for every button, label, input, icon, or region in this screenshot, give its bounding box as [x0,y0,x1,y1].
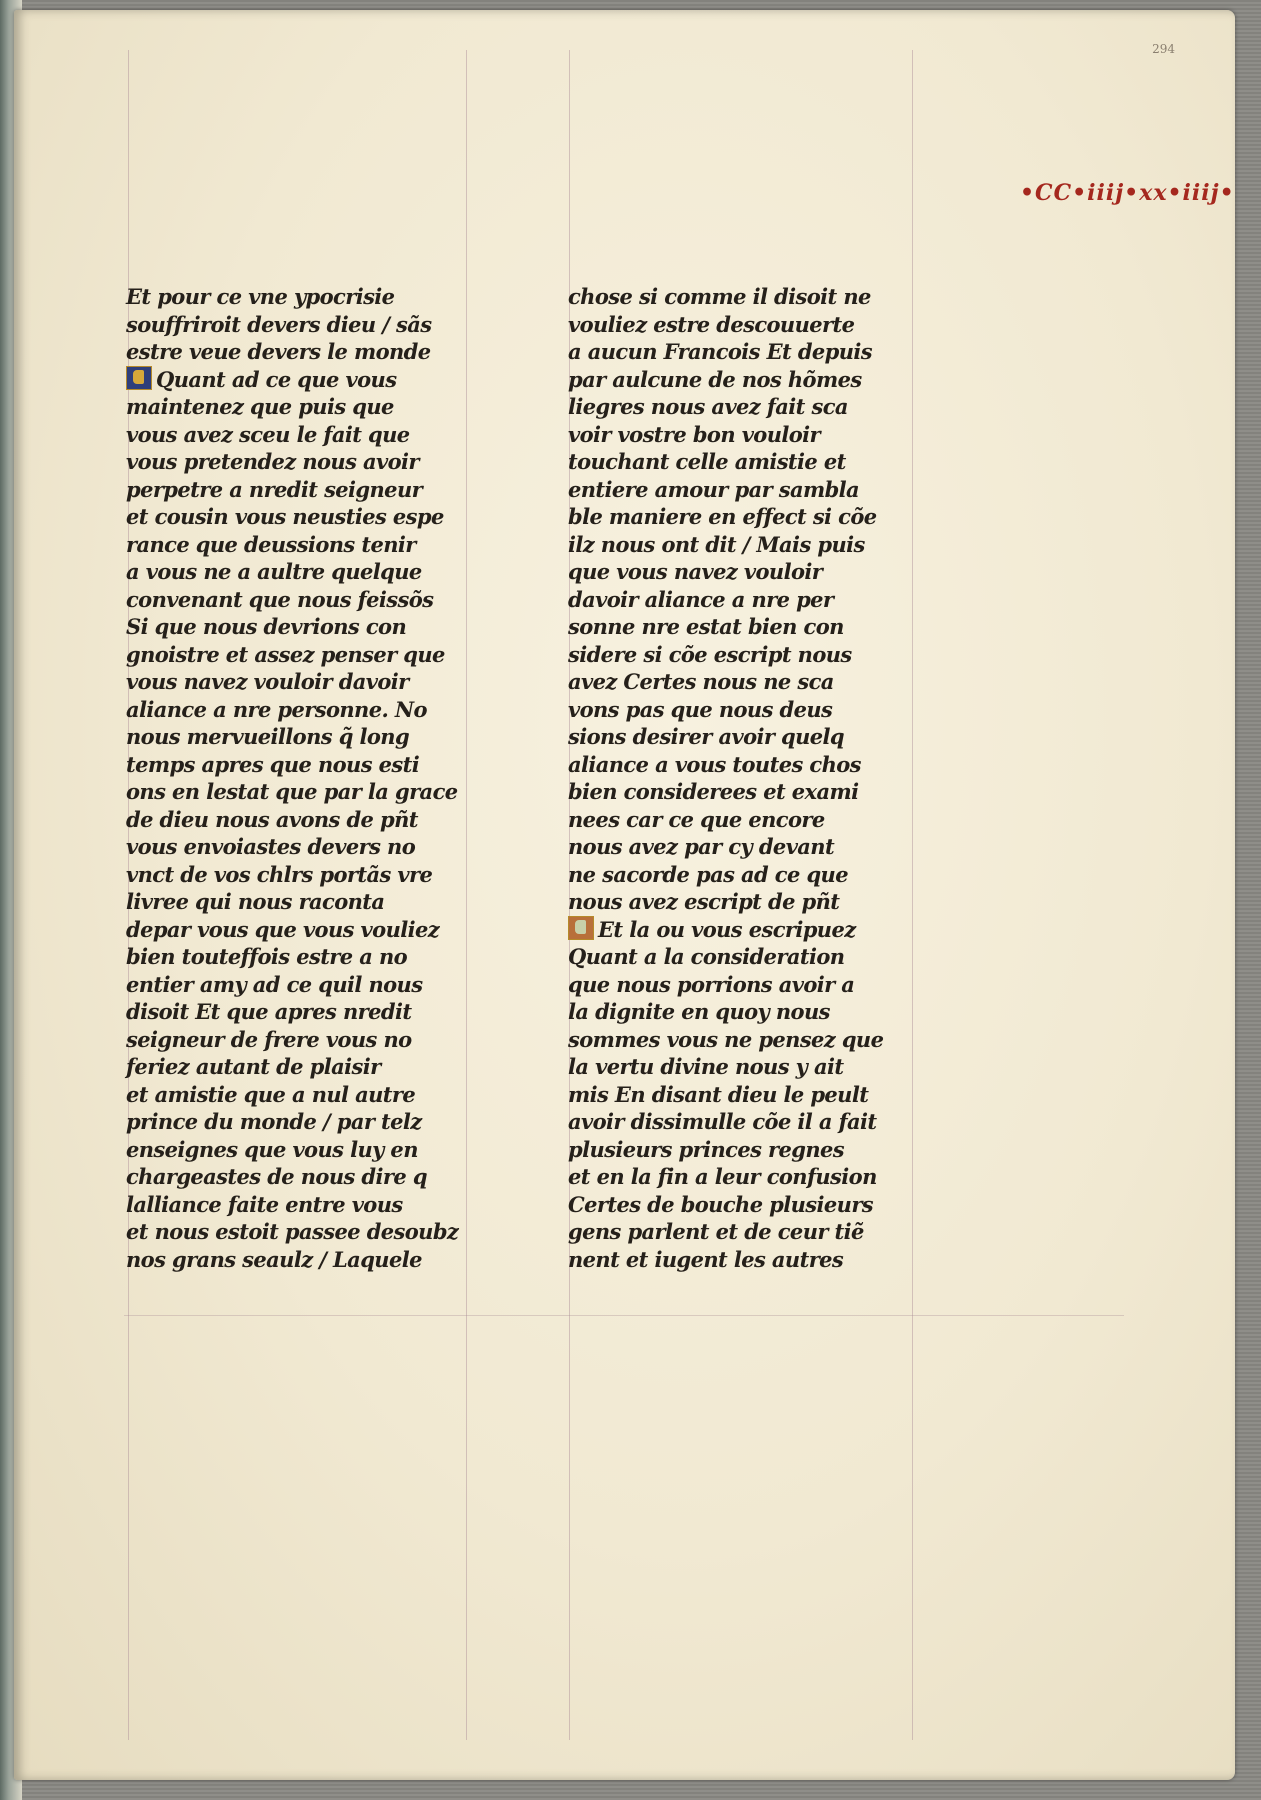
text-line: chose si comme il disoit ne [568,284,871,309]
illuminated-initial-icon [568,916,594,940]
text-line: de dieu nous avons de pñt [126,806,418,832]
text-line: Quant a la consideration [568,944,845,969]
text-line: nos grans seaulz / Laquele [126,1246,422,1272]
text-line: voir vostre bon vouloir [568,421,821,447]
text-line: disoit Et que apres nredit [126,999,412,1024]
text-line: plusieurs princes regnes [568,1136,844,1162]
text-line: ble maniere en effect si cõe [568,504,877,529]
text-line: chargeastes de nous dire q [126,1164,427,1189]
text-line: convenant que nous feissõs [126,586,434,612]
text-line: livree qui nous raconta [126,889,385,914]
text-line: et amistie que a nul autre [126,1081,416,1107]
text-line: Certes de bouche plusieurs [568,1191,874,1217]
text-line: entier amy ad ce quil nous [126,971,423,997]
ruling-line [124,1315,1124,1316]
text-line: entiere amour par sambla [568,476,860,502]
illuminated-initial-icon [126,366,152,390]
text-line: ons en lestat que par la grace [126,779,458,804]
text-line: feriez autant de plaisir [126,1054,381,1079]
text-line: nent et iugent les autres [568,1246,844,1272]
text-line: sions desirer avoir quelq [568,724,844,749]
text-line: Et la ou vous escripuez [598,916,856,942]
text-column-right [568,283,968,1273]
text-line: lalliance faite entre vous [126,1191,403,1217]
text-line: et nous estoit passee desoubz [126,1219,459,1244]
text-line: a aucun Francois Et depuis [568,339,873,364]
text-line: et en la fin a leur confusion [568,1164,877,1189]
text-line: liegres nous avez fait sca [568,394,848,419]
text-line: touchant celle amistie et [568,449,846,474]
text-line: sonne nre estat bien con [568,614,844,639]
text-line: vous envoiastes devers no [126,834,416,859]
text-line: que nous porrions avoir a [568,971,855,997]
text-line: aliance a vous toutes chos [568,751,861,777]
text-line: gens parlent et de ceur tiẽ [568,1219,864,1244]
text-line: Quant ad ce que vous [156,366,397,392]
text-line: vous avez sceu le fait que [126,421,410,447]
text-line: vnct de vos chlrs portãs vre [126,861,433,887]
text-line: nous mervueillons q̃ long [126,724,410,749]
text-line-with-initial [126,366,506,394]
text-line: que vous navez vouloir [568,559,823,584]
text-line: ilz nous ont dit / Mais puis [568,531,865,557]
text-line: bien touteffois estre a no [126,944,408,969]
text-line: temps apres que nous esti [126,751,420,777]
chapter-mark: •CC•iiij•xx•iiij• [1020,180,1235,206]
text-line: Et pour ce vne ypocrisie [126,284,395,309]
text-line: sommes vous ne pensez que [568,1026,884,1052]
text-line: souffriroit devers dieu / sãs [126,311,432,337]
text-line: enseignes que vous luy en [126,1136,418,1162]
text-line: maintenez que puis que [126,394,394,419]
text-line: avez Certes nous ne sca [568,669,834,694]
text-line: davoir aliance a nre per [568,586,834,612]
text-line: et cousin vous neusties espe [126,504,444,529]
text-line: seigneur de frere vous no [126,1026,412,1052]
text-line: depar vous que vous vouliez [126,916,440,942]
text-line: la vertu divine nous y ait [568,1054,844,1079]
text-line: gnoistre et assez penser que [126,641,445,667]
text-line-with-initial [568,916,968,944]
text-line: aliance a nre personne. No [126,696,427,722]
text-line: par aulcune de nos hõmes [568,366,862,392]
text-line: sidere si cõe escript nous [568,641,852,667]
text-line: vous navez vouloir davoir [126,669,409,694]
text-line: mis En disant dieu le peult [568,1081,869,1107]
text-line: Si que nous devrions con [126,614,407,639]
text-line: nous avez par cy devant [568,834,835,859]
text-line: vous pretendez nous avoir [126,449,419,474]
text-line: vons pas que nous deus [568,696,833,722]
folio-number: 294 [1152,42,1175,56]
text-column-left [126,283,506,1273]
text-line: la dignite en quoy nous [568,999,830,1024]
text-line: vouliez estre descouuerte [568,311,855,337]
text-line: bien considerees et exami [568,779,859,804]
text-line: prince du monde / par telz [126,1109,422,1134]
text-line: avoir dissimulle cõe il a fait [568,1109,877,1134]
text-line: rance que deussions tenir [126,531,416,557]
text-line: a vous ne a aultre quelque [126,559,422,584]
text-line: nees car ce que encore [568,806,825,832]
text-line: nous avez escript de pñt [568,889,840,914]
text-line: perpetre a nredit seigneur [126,476,423,502]
text-line: estre veue devers le monde [126,339,431,364]
text-line: ne sacorde pas ad ce que [568,861,848,887]
